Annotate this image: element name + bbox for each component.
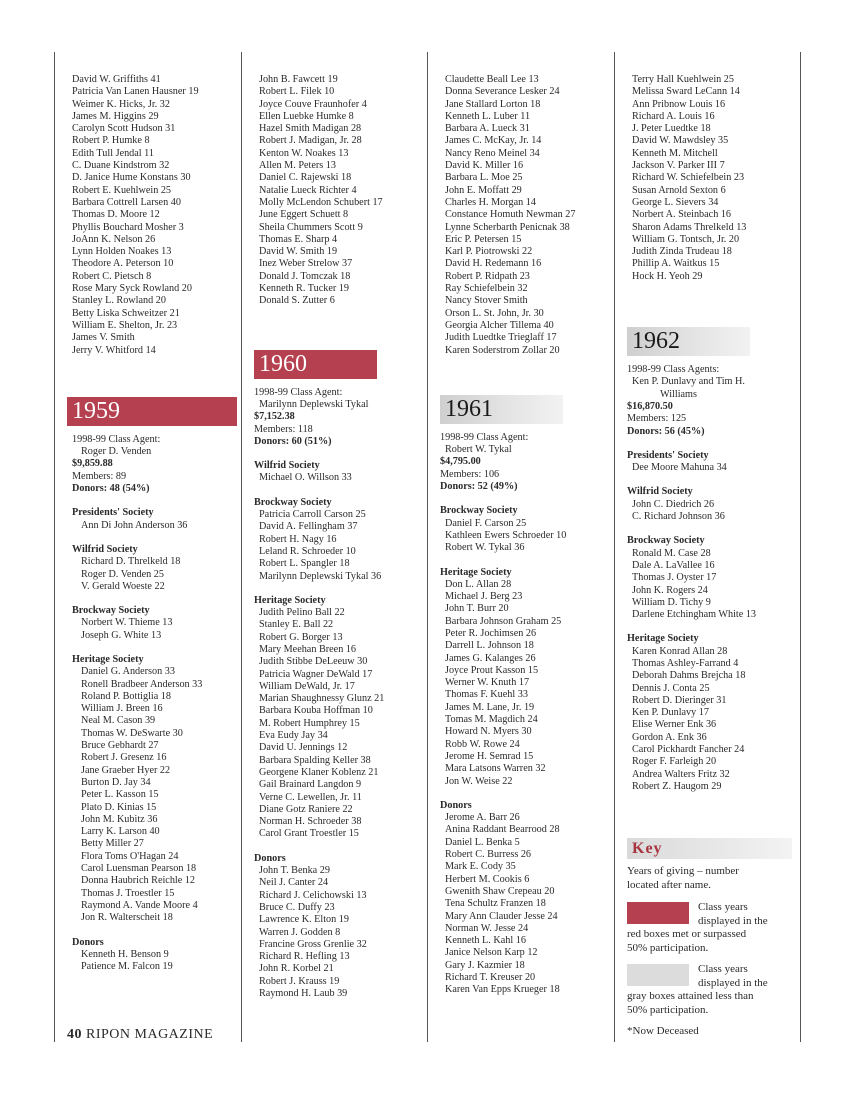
name-entry: George L. Sievers 34 [632, 196, 719, 208]
amount: $16,870.50 [627, 400, 673, 412]
name-entry: David W. Griffiths 41 [72, 74, 161, 85]
key-line: 50% participation. [627, 941, 709, 954]
name-entry: Robert J. Madigan, Jr. 28 [259, 135, 362, 147]
name-entry: James C. McKay, Jr. 14 [445, 135, 542, 147]
name-entry: Kenneth L. Kahl 16 [445, 935, 526, 947]
name-entry: Donna Severance Lesker 24 [445, 86, 560, 98]
name-entry: Thomas J. Oyster 17 [632, 572, 717, 584]
name-entry: Molly McLendon Schubert 17 [259, 196, 383, 208]
class-year-1960: 1960 [254, 350, 377, 379]
name-entry: Robert Z. Haugom 29 [632, 780, 722, 792]
name-list [259, 509, 424, 583]
name-entry: Kathleen Ewers Schroeder 10 [445, 529, 567, 541]
name-entry: Norbert W. Thieme 13 [81, 617, 173, 629]
agent-label: 1998-99 Class Agent: [254, 386, 343, 398]
name-entry: JoAnn K. Nelson 26 [72, 233, 156, 245]
name-entry: John M. Kubitz 36 [81, 813, 158, 825]
name-entry: Robert G. Borger 13 [259, 631, 343, 643]
brockway-society-heading: Brockway Society [627, 535, 705, 547]
name-entry: James M. Lane, Jr. 19 [445, 701, 535, 713]
key-gray-text [627, 963, 787, 1017]
name-list [632, 548, 797, 622]
name-entry: Richard T. Kreuser 20 [445, 972, 536, 983]
name-entry: Barbara Cottrell Larsen 40 [72, 196, 181, 208]
name-entry: J. Peter Luedtke 18 [632, 123, 711, 135]
name-entry: William E. Shelton, Jr. 23 [72, 319, 178, 331]
name-list [72, 520, 237, 532]
name-entry: June Eggert Schuett 8 [259, 209, 349, 221]
name-entry: Barbara Kouba Hoffman 10 [259, 705, 373, 717]
name-entry: Barbara A. Lueck 31 [445, 123, 530, 135]
name-entry: Rose Mary Syck Rowland 20 [72, 283, 192, 295]
amount: $4,795.00 [440, 456, 481, 468]
name-entry: Karen Soderstrom Zollar 20 [445, 344, 560, 356]
name-entry: Claudette Beall Lee 13 [445, 74, 539, 85]
key-line: gray boxes attained less than [627, 990, 754, 1002]
column-2 [254, 74, 424, 1000]
name-entry: Natalie Lueck Richter 4 [259, 184, 357, 196]
name-entry: James G. Kalanges 26 [445, 652, 536, 664]
key-line: displayed in the [698, 914, 768, 927]
key-line: Class years [698, 963, 748, 975]
name-entry: James M. Higgins 29 [72, 110, 159, 122]
name-list [632, 646, 797, 794]
name-entry: Don L. Allan 28 [445, 578, 512, 590]
name-list [72, 666, 237, 924]
name-list [632, 462, 797, 474]
name-entry: Darlene Etchingham White 13 [632, 609, 757, 621]
name-entry: John T. Burr 20 [445, 603, 509, 615]
name-entry: Robert C. Pietsch 8 [72, 270, 152, 282]
name-entry: Anina Raddant Bearrood 28 [445, 824, 560, 836]
name-entry: Robert P. Ridpath 23 [445, 270, 530, 282]
name-entry: Andrea Walters Fritz 32 [632, 768, 730, 780]
key-line: 50% participation. [627, 1003, 709, 1016]
heritage-society-heading: Heritage Society [254, 594, 326, 606]
name-entry: Mary Meehan Breen 16 [259, 643, 357, 655]
name-entry: Jane Stallard Lorton 18 [445, 98, 541, 110]
wilfrid-society-heading: Wilfrid Society [72, 543, 138, 555]
class-year-1962: 1962 [627, 327, 750, 356]
name-entry: Norman H. Schroeder 38 [259, 816, 362, 828]
name-list [445, 579, 610, 788]
name-entry: Phillip A. Waitkus 15 [632, 258, 720, 270]
name-entry: Tena Schultz Franzen 18 [445, 898, 546, 910]
name-entry: Plato D. Kinias 15 [81, 801, 157, 813]
name-entry: Jerry V. Whitford 14 [72, 344, 156, 356]
name-entry: Judith Luedtke Trieglaff 17 [445, 332, 557, 344]
heritage-society-heading: Heritage Society [72, 653, 144, 665]
name-entry: David W. Mawdsley 35 [632, 135, 729, 147]
name-entry: Karen Konrad Allan 28 [632, 645, 728, 657]
name-entry: Elise Werner Enk 36 [632, 719, 717, 731]
name-entry: Bruce C. Duffy 23 [259, 901, 335, 913]
name-entry: Carol Luensman Pearson 18 [81, 863, 197, 875]
amount: $7,152.38 [254, 411, 295, 423]
name-entry: Joyce Prout Kasson 15 [445, 664, 539, 676]
name-entry: Daniel G. Anderson 33 [81, 666, 175, 678]
name-entry: Ronald M. Case 28 [632, 547, 711, 559]
deceased-note: *Now Deceased [627, 1025, 699, 1037]
name-entry: Raymond A. Vande Moore 4 [81, 899, 198, 911]
key-heading: Key [627, 838, 792, 859]
brockway-society-heading: Brockway Society [440, 505, 518, 517]
column-rule [241, 52, 242, 1042]
name-entry: Jerome H. Semrad 15 [445, 750, 534, 762]
name-entry: Joseph G. White 13 [81, 629, 162, 641]
name-entry: Donna Haubrich Reichle 12 [81, 875, 196, 887]
name-entry: Darrell L. Johnson 18 [445, 640, 534, 652]
name-entry: Judith Zinda Trudeau 18 [632, 246, 732, 258]
name-entry: Thomas Ashley-Farrand 4 [632, 657, 739, 669]
name-entry: Richard A. Louis 16 [632, 110, 715, 122]
name-entry: Gordon A. Enk 36 [632, 731, 707, 743]
column-rule [54, 52, 55, 1042]
donors-count: Donors: 56 (45%) [627, 425, 705, 437]
name-entry: Michael O. Willson 33 [259, 472, 352, 484]
name-entry: Janice Nelson Karp 12 [445, 947, 538, 959]
members: Members: 106 [440, 468, 500, 480]
name-entry: Kenneth H. Benson 9 [81, 948, 169, 960]
agent-name: Ken P. Dunlavy and Tim H. [632, 376, 745, 388]
name-entry: Dennis J. Conta 25 [632, 682, 710, 694]
column-rule [800, 52, 801, 1042]
donors-heading: Donors [72, 936, 104, 948]
amount: $9,859.88 [72, 458, 113, 470]
members: Members: 125 [627, 413, 687, 425]
name-entry: Hazel Smith Madigan 28 [259, 123, 362, 135]
name-entry: Jon R. Walterscheit 18 [81, 912, 173, 924]
name-entry: Susan Arnold Sexton 6 [632, 184, 726, 196]
name-entry: Patience M. Falcon 19 [81, 961, 173, 973]
agent-label: 1998-99 Class Agent: [72, 433, 161, 445]
name-entry: Kenneth M. Mitchell [632, 147, 718, 159]
name-entry: Betty Miller 27 [81, 838, 144, 850]
name-entry: Richard R. Hefling 13 [259, 951, 350, 963]
name-entry: Sheila Chummers Scott 9 [259, 221, 363, 233]
name-entry: Hock H. Yeoh 29 [632, 270, 703, 282]
key-line: displayed in the [698, 976, 768, 989]
name-entry: M. Robert Humphrey 15 [259, 717, 360, 729]
name-entry: Burton D. Jay 34 [81, 776, 151, 788]
name-entry: Robert H. Nagy 16 [259, 533, 337, 545]
name-entry: Deborah Dahms Brejcha 18 [632, 670, 746, 682]
name-entry: Georgene Klaner Koblenz 21 [259, 766, 379, 778]
name-entry: Werner W. Knuth 17 [445, 677, 530, 689]
page-number: 40 [67, 1027, 82, 1042]
name-list [72, 74, 237, 357]
name-entry: Daniel L. Benka 5 [445, 836, 520, 848]
name-entry: Gwenith Shaw Crepeau 20 [445, 885, 555, 897]
donors-count: Donors: 48 (54%) [72, 483, 150, 495]
name-entry: Thomas D. Moore 12 [72, 209, 160, 221]
name-entry: James V. Smith [72, 332, 135, 344]
agent-name: Roger D. Venden [81, 446, 152, 458]
column-rule [614, 52, 615, 1042]
class-year-1961: 1961 [440, 395, 563, 424]
members: Members: 118 [254, 423, 313, 435]
key-line: Years of giving – number [627, 865, 739, 877]
name-entry: David U. Jennings 12 [259, 742, 348, 754]
name-entry: Howard N. Myers 30 [445, 726, 532, 738]
name-entry: William DeWald, Jr. 17 [259, 680, 355, 692]
name-entry: Ken P. Dunlavy 17 [632, 707, 709, 719]
wilfrid-society-heading: Wilfrid Society [627, 486, 693, 498]
agent-name: Marilynn Deplewski Tykal [259, 398, 369, 410]
name-list [445, 518, 610, 555]
name-entry: Barbara Johnson Graham 25 [445, 615, 562, 627]
name-entry: Robert D. Dieringer 31 [632, 694, 727, 706]
name-entry: Warren J. Godden 8 [259, 926, 341, 938]
name-entry: Barbara L. Moe 25 [445, 172, 523, 184]
name-entry: Robert E. Kuehlwein 25 [72, 184, 172, 196]
name-entry: Flora Toms O'Hagan 24 [81, 850, 179, 862]
name-entry: Neal M. Cason 39 [81, 715, 156, 727]
name-entry: Constance Homuth Newman 27 [445, 209, 576, 221]
name-entry: Robert C. Burress 26 [445, 849, 532, 861]
name-entry: Patricia Carroll Carson 25 [259, 509, 366, 521]
name-entry: David K. Miller 16 [445, 160, 524, 172]
name-entry: Carol Grant Troestler 15 [259, 828, 359, 840]
name-entry: Dee Moore Mahuna 34 [632, 462, 727, 474]
name-entry: Lawrence K. Elton 19 [259, 914, 349, 926]
column-3 [440, 74, 610, 997]
column-4 [627, 74, 797, 793]
name-entry: Robb W. Rowe 24 [445, 738, 520, 750]
name-entry: Nancy Stover Smith [445, 295, 528, 307]
name-list [259, 865, 424, 1000]
name-entry: Carolyn Scott Hudson 31 [72, 123, 176, 135]
name-entry: Gary J. Kazmier 18 [445, 959, 525, 971]
name-entry: Daniel C. Rajewski 18 [259, 172, 352, 184]
name-entry: Neil J. Canter 24 [259, 877, 329, 889]
name-entry: Kenton W. Noakes 13 [259, 147, 349, 159]
donors-count: Donors: 52 (49%) [440, 481, 518, 493]
name-entry: Robert P. Humke 8 [72, 135, 150, 147]
name-entry: Sharon Adams Threlkeld 13 [632, 221, 747, 233]
donors-heading: Donors [440, 799, 472, 811]
name-entry: D. Janice Hume Konstans 30 [72, 172, 191, 184]
name-entry: Peter R. Jochimsen 26 [445, 627, 537, 639]
name-entry: Dale A. LaVallee 16 [632, 559, 715, 571]
name-entry: Ronell Bradbeer Anderson 33 [81, 678, 203, 690]
name-entry: Roland P. Bottiglia 18 [81, 690, 171, 702]
name-list [72, 949, 237, 974]
name-entry: Patricia Wagner DeWald 17 [259, 668, 373, 680]
name-entry: Terry Hall Kuehlwein 25 [632, 74, 734, 85]
name-entry: Roger F. Farleigh 20 [632, 756, 717, 768]
name-entry: Robert W. Tykal 36 [445, 542, 525, 554]
name-entry: Thomas J. Troestler 15 [81, 887, 175, 899]
key-line: located after name. [627, 878, 711, 891]
name-list [445, 812, 610, 996]
name-entry: Marilynn Deplewski Tykal 36 [259, 570, 382, 582]
donors-heading: Donors [254, 852, 286, 864]
name-entry: Lynne Scherbarth Penicnak 38 [445, 221, 570, 233]
brockway-society-heading: Brockway Society [72, 605, 150, 617]
heritage-society-heading: Heritage Society [627, 633, 699, 645]
name-entry: Mara Latsons Warren 32 [445, 763, 546, 775]
name-entry: Phyllis Bouchard Mosher 3 [72, 221, 184, 233]
name-entry: John C. Diedrich 26 [632, 498, 715, 510]
agent-name: Williams [660, 388, 697, 400]
key-years-text [627, 865, 739, 892]
name-entry: Ellen Luebke Humke 8 [259, 110, 354, 122]
name-entry: Robert J. Krauss 19 [259, 975, 340, 987]
name-entry: Inez Weber Strelow 37 [259, 258, 353, 270]
agent-label: 1998-99 Class Agent: [440, 431, 529, 443]
name-entry: Mark E. Cody 35 [445, 861, 516, 873]
name-list [259, 472, 424, 484]
name-entry: Eva Eudy Jay 34 [259, 730, 328, 742]
key-line: Class years [698, 901, 748, 913]
name-entry: V. Gerald Woeste 22 [81, 580, 165, 592]
name-entry: John T. Benka 29 [259, 865, 330, 877]
name-entry: Orson L. St. John, Jr. 30 [445, 307, 544, 319]
name-entry: Judith Pelino Ball 22 [259, 607, 345, 619]
name-entry: Charles H. Morgan 14 [445, 196, 536, 208]
name-entry: Jane Graeber Hyer 22 [81, 764, 171, 776]
name-entry: Mary Ann Clauder Jesse 24 [445, 910, 558, 922]
name-entry: John R. Korbel 21 [259, 963, 334, 975]
name-entry: C. Richard Johnson 36 [632, 511, 725, 523]
name-entry: Patricia Van Lanen Hausner 19 [72, 86, 199, 98]
name-entry: Richard J. Celichowski 13 [259, 889, 367, 901]
name-entry: Norman W. Jesse 24 [445, 922, 529, 934]
name-list [632, 499, 797, 524]
key-red-text [627, 901, 787, 955]
key-line: red boxes met or surpassed [627, 928, 747, 940]
name-entry: Donald S. Zutter 6 [259, 295, 335, 307]
name-entry: Allen M. Peters 13 [259, 160, 336, 172]
name-list [259, 74, 424, 308]
name-entry: John E. Moffatt 29 [445, 184, 522, 196]
agent-label: 1998-99 Class Agents: [627, 364, 720, 376]
brockway-society-heading: Brockway Society [254, 496, 332, 508]
name-entry: Weimer K. Hicks, Jr. 32 [72, 98, 170, 110]
name-entry: Richard D. Threlkeld 18 [81, 556, 181, 568]
presidents-society-heading: Presidents' Society [627, 449, 709, 461]
heritage-society-heading: Heritage Society [440, 566, 512, 578]
name-entry: Georgia Alcher Tillema 40 [445, 319, 554, 331]
name-list [72, 556, 237, 593]
name-entry: Daniel F. Carson 25 [445, 517, 527, 529]
name-entry: John K. Rogers 24 [632, 584, 708, 596]
wilfrid-society-heading: Wilfrid Society [254, 460, 320, 472]
donors-count: Donors: 60 (51%) [254, 435, 332, 447]
members: Members: 89 [72, 470, 127, 482]
name-entry: Karl P. Piotrowski 22 [445, 246, 533, 258]
presidents-society-heading: Presidents' Society [72, 507, 154, 519]
name-entry: Richard W. Schiefelbein 23 [632, 172, 745, 184]
name-entry: Theodore A. Peterson 10 [72, 258, 174, 270]
name-entry: Roger D. Venden 25 [81, 568, 164, 580]
name-entry: Gail Brainard Langdon 9 [259, 779, 362, 791]
name-entry: Leland R. Schroeder 10 [259, 545, 356, 557]
name-entry: Kenneth R. Tucker 19 [259, 283, 349, 295]
name-entry: Stanley L. Rowland 20 [72, 295, 166, 307]
name-entry: Thomas F. Kuehl 33 [445, 689, 528, 701]
name-entry: Norbert A. Steinbach 16 [632, 209, 732, 221]
name-entry: Barbara Spalding Keller 38 [259, 754, 371, 766]
name-entry: Tomas M. Magdich 24 [445, 714, 538, 726]
name-entry: Robert J. Gresenz 16 [81, 752, 167, 764]
name-entry: Bruce Gebhardt 27 [81, 740, 159, 752]
name-entry: William J. Breen 16 [81, 703, 163, 715]
name-entry: Thomas E. Sharp 4 [259, 233, 338, 245]
name-entry: Melissa Sward LeCann 14 [632, 86, 740, 98]
name-entry: Michael J. Berg 23 [445, 591, 523, 603]
column-1 [72, 74, 237, 973]
name-entry: Kenneth L. Luber 11 [445, 110, 531, 122]
column-rule [427, 52, 428, 1042]
name-entry: Francine Gross Grenlie 32 [259, 938, 367, 950]
name-list [445, 74, 610, 357]
class-year-1959: 1959 [67, 397, 237, 426]
name-entry: Carol Pickhardt Fancher 24 [632, 744, 745, 756]
name-entry: John B. Fawcett 19 [259, 74, 338, 85]
name-entry: Judith Stibbe DeLeeuw 30 [259, 656, 368, 668]
name-list [72, 617, 237, 642]
name-entry: Larry K. Larson 40 [81, 826, 160, 838]
name-entry: Ann Di John Anderson 36 [81, 519, 188, 531]
name-entry: William D. Tichy 9 [632, 596, 711, 608]
name-entry: Edith Tull Jendal 11 [72, 147, 154, 159]
name-entry: Jon W. Weise 22 [445, 775, 513, 787]
name-entry: Jerome A. Barr 26 [445, 812, 520, 824]
name-entry: C. Duane Kindstrom 32 [72, 160, 170, 172]
magazine-name: RIPON MAGAZINE [86, 1027, 214, 1042]
name-entry: Nancy Reno Meinel 34 [445, 147, 540, 159]
name-entry: Lynn Holden Noakes 13 [72, 246, 172, 258]
name-entry: Stanley E. Ball 22 [259, 619, 334, 631]
name-entry: Joyce Couve Fraunhofer 4 [259, 98, 367, 110]
name-entry: Marian Shaughnessy Glunz 21 [259, 693, 385, 705]
name-entry: Donald J. Tomczak 18 [259, 270, 351, 282]
name-entry: Betty Liska Schweitzer 21 [72, 307, 180, 319]
name-entry: Diane Gotz Raniere 22 [259, 803, 353, 815]
name-entry: Karen Van Epps Krueger 18 [445, 984, 560, 996]
name-entry: William G. Tontsch, Jr. 20 [632, 233, 740, 245]
name-entry: Eric P. Petersen 15 [445, 233, 522, 245]
agent-name: Robert W. Tykal [445, 444, 512, 456]
name-entry: David H. Redemann 16 [445, 258, 542, 270]
name-entry: Raymond H. Laub 39 [259, 988, 348, 999]
name-list [632, 74, 797, 283]
page-footer [67, 1027, 213, 1043]
name-entry: Herbert M. Cookis 6 [445, 873, 530, 885]
name-entry: Thomas W. DeSwarte 30 [81, 727, 183, 739]
name-entry: Robert L. Spangler 18 [259, 558, 350, 570]
name-list [259, 607, 424, 841]
name-entry: David W. Smith 19 [259, 246, 338, 258]
name-entry: Ann Pribnow Louis 16 [632, 98, 726, 110]
name-entry: David A. Fellingham 37 [259, 521, 358, 533]
name-entry: Jackson V. Parker III 7 [632, 160, 725, 172]
name-entry: Peter L. Kasson 15 [81, 789, 159, 801]
name-entry: Robert L. Filek 10 [259, 86, 335, 98]
name-entry: Ray Schiefelbein 32 [445, 283, 528, 295]
name-entry: Verne C. Lewellen, Jr. 11 [259, 791, 362, 803]
